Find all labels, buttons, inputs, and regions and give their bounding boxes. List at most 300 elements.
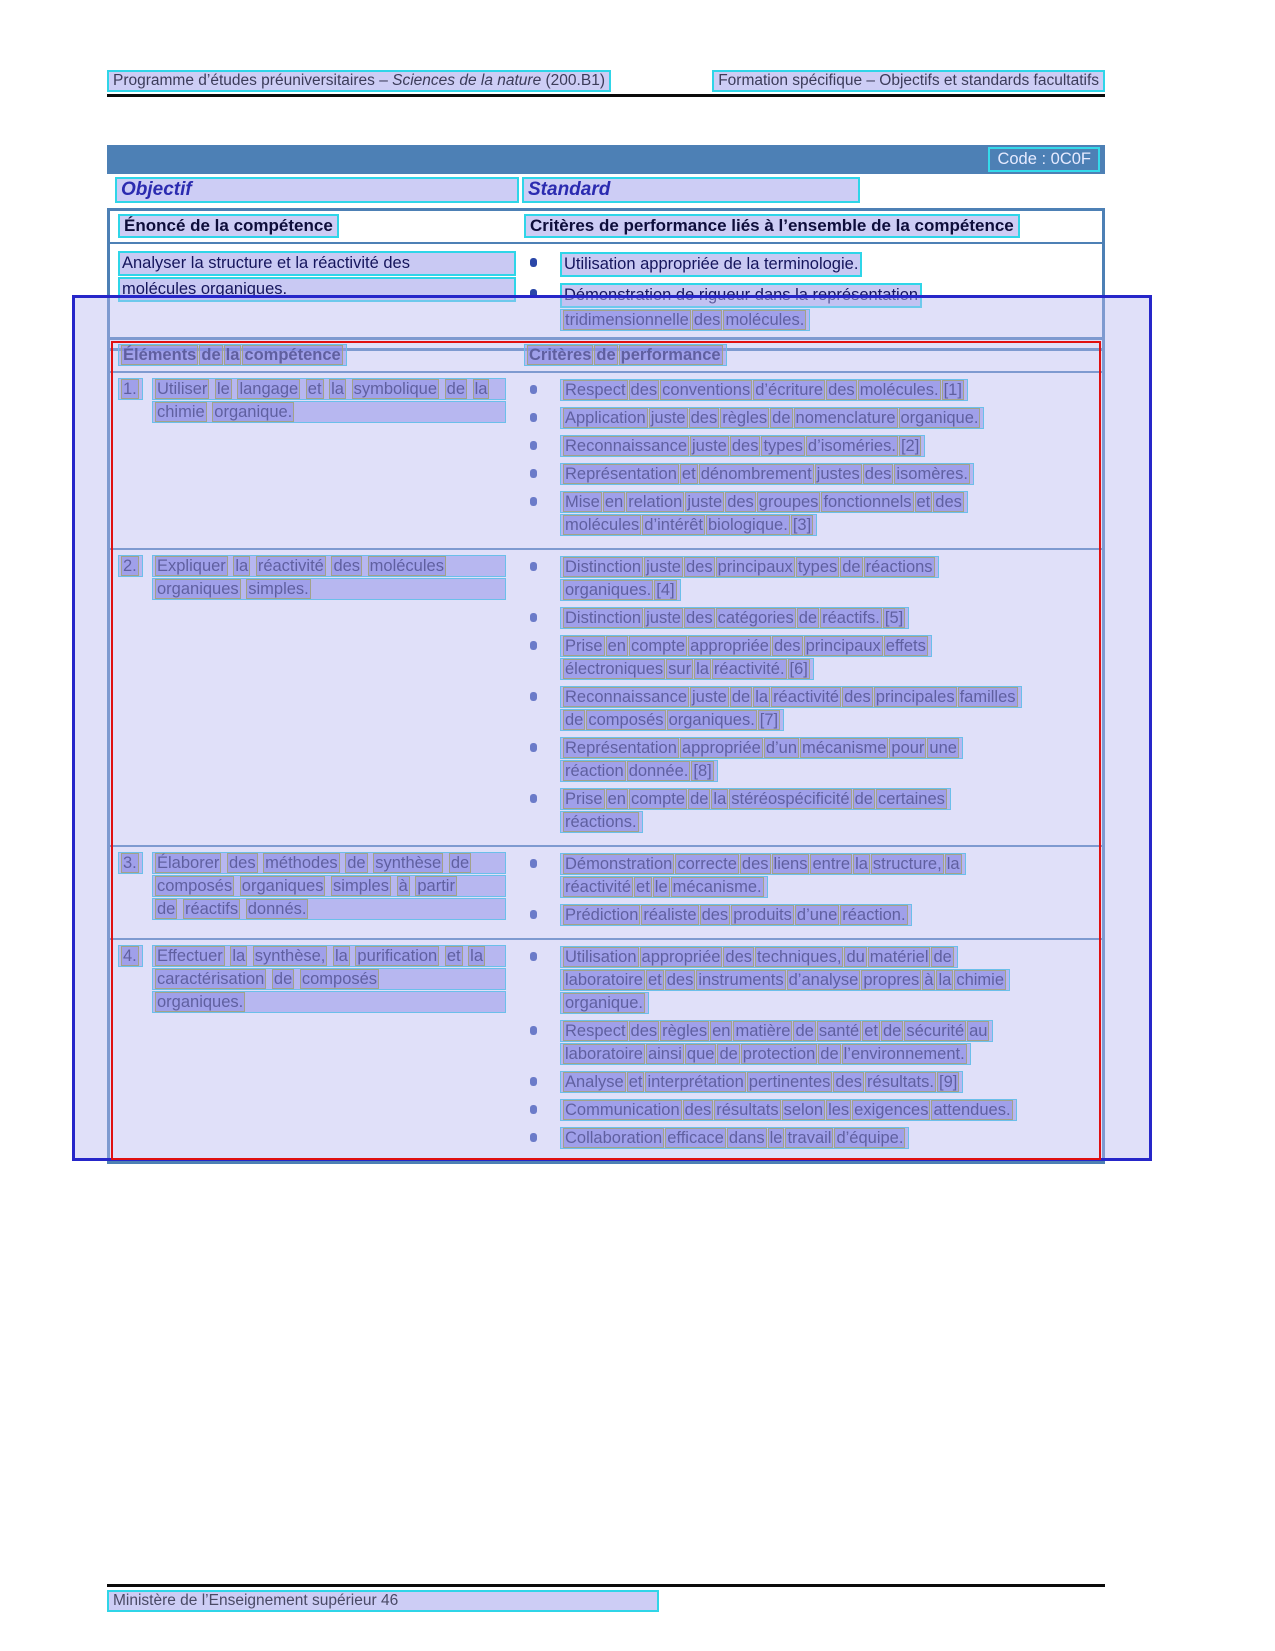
word-highlight-box: dénombrement: [700, 465, 812, 483]
text-line: [560, 904, 912, 926]
word-highlight-box: réactifs: [184, 900, 239, 918]
criterion-text: [560, 903, 1094, 927]
word-highlight-box: des: [864, 465, 892, 483]
text-line: [560, 556, 939, 578]
word-highlight-box: organiques.: [157, 993, 244, 1011]
criteres-ensemble-header: Critères de performance liés à l’ensemble de la compétence: [524, 214, 1020, 238]
word-highlight-box: organique.: [565, 994, 643, 1012]
word-highlight-box: Respect: [565, 381, 626, 399]
word-highlight-box: la: [225, 346, 240, 364]
enonce-header-cell: [110, 214, 516, 238]
word-highlight-box: d’écriture: [755, 381, 824, 399]
word-highlight-box: Collaboration: [565, 1129, 663, 1147]
word-highlight-box: simples.: [248, 580, 309, 598]
word-highlight-box: la: [696, 660, 709, 678]
bullet-icon: [524, 1126, 560, 1142]
word-highlight-box: chimie: [157, 403, 205, 421]
word-highlight-box: réaliste: [643, 906, 697, 924]
word-highlight-box: le: [769, 1129, 783, 1147]
word-highlight-box: réactions: [865, 558, 933, 576]
bullet-dot: [530, 289, 537, 298]
element-cell: [110, 377, 516, 541]
bullet-dot: [530, 497, 537, 506]
word-highlight-box: molécules: [565, 516, 640, 534]
word-highlight-box: d’analyse: [788, 971, 859, 989]
word-highlight-box: appropriée: [641, 948, 721, 966]
text-line: [152, 898, 506, 920]
word-highlight-box: des: [835, 1073, 863, 1091]
criterion-text: [560, 1070, 1094, 1094]
row-number: [118, 554, 152, 578]
word-highlight-box: réactions.: [565, 813, 637, 831]
text-line: [152, 991, 506, 1013]
element-row: [110, 373, 1102, 550]
word-highlight-box: 3.: [123, 854, 137, 872]
criterion-item: [524, 1070, 1094, 1094]
text-line: [560, 760, 718, 782]
text-line: [560, 407, 984, 429]
word-highlight-box: de: [690, 790, 709, 808]
competence-table-header: [110, 211, 1102, 244]
word-highlight-box: compte: [630, 790, 686, 808]
criterion-item: [524, 282, 1094, 332]
header-left-text: [107, 70, 611, 92]
element-cell: [110, 851, 516, 931]
word-highlight-box: laboratoire: [565, 1045, 643, 1063]
word-highlight-box: réactivité: [773, 688, 840, 706]
word-highlight-box: de: [731, 688, 751, 706]
bullet-dot: [530, 469, 537, 478]
text-line: [560, 946, 958, 968]
header-left-suffix: (200.B1): [541, 72, 605, 89]
word-highlight-box: structure,: [872, 855, 942, 873]
criterion-item: [524, 852, 1094, 899]
criterion-text: [560, 685, 1094, 732]
word-highlight-box: [3]: [792, 516, 812, 534]
word-highlight-box: des: [630, 1022, 658, 1040]
criterion-item: [524, 1126, 1094, 1150]
word-highlight-box: Élaborer: [157, 854, 220, 872]
word-highlight-box: [1]: [943, 381, 962, 399]
word-highlight-box: de: [347, 854, 366, 872]
word-highlight-box: isomères.: [896, 465, 968, 483]
word-highlight-box: principaux: [805, 637, 881, 655]
word-highlight-box: une: [929, 739, 957, 757]
bullet-dot: [530, 385, 537, 394]
ministry-name: Ministère de l’Enseignement supérieur: [113, 1592, 377, 1609]
word-highlight-box: matériel: [869, 948, 929, 966]
bullet-dot: [530, 1026, 537, 1035]
element-cell: [110, 554, 516, 838]
word-highlight-box: selon: [783, 1101, 824, 1119]
word-highlight-box: [4]: [656, 581, 675, 599]
bullet-icon: [524, 434, 560, 450]
row-number-text: [118, 555, 143, 577]
criteres-ensemble-cell: [516, 250, 1102, 336]
word-highlight-box: Représentation: [565, 465, 677, 483]
criteres-ensemble-header-cell: [516, 214, 1102, 238]
enonce-cell: [110, 250, 516, 336]
header-left-italic: Sciences de la nature: [392, 72, 542, 89]
word-highlight-box: juste: [687, 493, 723, 511]
word-highlight-box: propres: [863, 971, 920, 989]
competence-table: [107, 208, 1105, 351]
bullet-icon: [524, 406, 560, 422]
word-highlight-box: [8]: [693, 762, 712, 780]
criterion-item: [524, 1098, 1094, 1122]
word-highlight-box: organiques.: [668, 711, 755, 729]
word-highlight-box: langage: [239, 380, 299, 398]
word-highlight-box: d’équipe.: [836, 1129, 904, 1147]
word-highlight-box: des: [828, 381, 855, 399]
word-highlight-box: des: [741, 855, 769, 873]
word-highlight-box: juste: [646, 609, 681, 627]
criterion-item: [524, 1019, 1094, 1066]
criterion-item: [524, 945, 1094, 1015]
word-highlight-box: catégories: [717, 609, 794, 627]
bullet-icon: [524, 945, 560, 961]
criterion-text: [560, 282, 1094, 332]
bullet-icon: [524, 1019, 560, 1035]
criterion-item: [524, 251, 1094, 278]
enonce-header: Énoncé de la compétence: [118, 214, 339, 238]
text-line: [560, 635, 932, 657]
word-highlight-box: compte: [630, 637, 686, 655]
text-line: [560, 607, 909, 629]
word-highlight-box: la: [334, 947, 348, 965]
text-line: Utilisation appropriée de la terminologie.: [560, 252, 862, 277]
word-highlight-box: organiques: [157, 580, 239, 598]
bullet-dot: [530, 1133, 537, 1142]
criterion-item: [524, 378, 1094, 402]
header-right-text: Formation spécifique – Objectifs et standards facultatifs: [712, 70, 1105, 92]
word-highlight-box: produits: [733, 906, 792, 924]
word-highlight-box: laboratoire: [565, 971, 643, 989]
text-line: [560, 737, 963, 759]
word-highlight-box: 4.: [123, 947, 137, 965]
text-line: [152, 945, 506, 967]
word-highlight-box: 2.: [123, 557, 137, 575]
word-highlight-box: des: [685, 558, 713, 576]
elements-header: [118, 344, 347, 366]
elements-table: [107, 337, 1105, 1164]
word-highlight-box: chimie: [956, 971, 1005, 989]
text-line: [152, 378, 506, 400]
word-highlight-box: la: [946, 855, 960, 873]
bullet-icon: [524, 903, 560, 919]
word-highlight-box: réactivité: [257, 557, 324, 575]
text-line: [560, 1099, 1017, 1121]
criterion-text: [560, 634, 1094, 681]
word-highlight-box: Effectuer: [157, 947, 223, 965]
text-line: [560, 379, 968, 401]
text-line: [560, 491, 968, 513]
word-highlight-box: ainsi: [647, 1045, 682, 1063]
word-highlight-box: et: [628, 1073, 643, 1091]
word-highlight-box: à: [924, 971, 934, 989]
word-highlight-box: des: [935, 493, 962, 511]
word-highlight-box: correcte: [677, 855, 737, 873]
page-number: 46: [380, 1592, 399, 1609]
criterion-text: [560, 736, 1094, 783]
word-highlight-box: composés: [301, 970, 378, 988]
word-highlight-box: [6]: [789, 660, 808, 678]
bullet-icon: [524, 1098, 560, 1114]
text-line: [152, 401, 506, 423]
word-highlight-box: appropriée: [681, 739, 761, 757]
bullet-icon: [524, 685, 560, 701]
word-highlight-box: en: [607, 637, 626, 655]
word-highlight-box: d’intérêt: [644, 516, 703, 534]
text-line: [560, 992, 649, 1014]
code-badge: Code : 0C0F: [988, 147, 1100, 172]
word-highlight-box: principales: [875, 688, 955, 706]
elements-header-cell: [110, 343, 516, 367]
element-text: [152, 377, 516, 424]
criterion-text: [560, 434, 1094, 458]
text-line: [560, 811, 643, 833]
word-highlight-box: la: [938, 971, 952, 989]
word-highlight-box: relation: [628, 493, 683, 511]
criterion-text: [560, 852, 1094, 899]
bullet-icon: [524, 736, 560, 752]
word-highlight-box: stéréospécificité: [731, 790, 850, 808]
criterion-text: [560, 462, 1094, 486]
word-highlight-box: molécules.: [859, 381, 939, 399]
bullet-icon: [524, 462, 560, 478]
word-highlight-box: de: [273, 970, 293, 988]
word-highlight-box: de: [450, 854, 470, 872]
word-highlight-box: méthodes: [265, 854, 338, 872]
objectif-title-wrap: [115, 177, 519, 203]
word-highlight-box: principaux: [717, 558, 793, 576]
word-highlight-box: simples: [333, 877, 389, 895]
word-highlight-box: la: [474, 380, 488, 398]
word-highlight-box: symbolique: [353, 380, 438, 398]
word-highlight-box: Éléments: [123, 346, 197, 364]
word-highlight-box: interprétation: [647, 1073, 744, 1091]
enonce-text: [118, 251, 516, 302]
word-highlight-box: familles: [959, 688, 1016, 706]
criterion-text: [560, 406, 1094, 430]
word-highlight-box: des: [727, 493, 754, 511]
word-highlight-box: réactivité.: [713, 660, 785, 678]
criterion-item: [524, 406, 1094, 430]
standard-title-wrap: [522, 177, 860, 203]
word-highlight-box: des: [844, 688, 871, 706]
word-highlight-box: groupes: [758, 493, 819, 511]
word-highlight-box: appropriée: [690, 637, 769, 655]
criteria-cell: [516, 554, 1102, 838]
word-highlight-box: et: [307, 380, 322, 398]
section-titles-row: [107, 177, 1105, 207]
row-number-text: [118, 378, 143, 400]
word-highlight-box: liens: [773, 855, 808, 873]
word-highlight-box: [7]: [759, 711, 779, 729]
word-highlight-box: les: [828, 1101, 850, 1119]
word-highlight-box: Prédiction: [565, 906, 639, 924]
word-highlight-box: Représentation: [565, 739, 677, 757]
objectif-title: Objectif: [115, 177, 519, 203]
text-line: [152, 852, 506, 874]
word-highlight-box: Démonstration: [565, 855, 673, 873]
criterion-item: [524, 555, 1094, 602]
criterion-item: [524, 434, 1094, 458]
word-highlight-box: de: [565, 711, 584, 729]
bullet-icon: [524, 282, 560, 298]
criterion-text: [560, 1098, 1094, 1122]
word-highlight-box: Mise: [565, 493, 600, 511]
word-highlight-box: résultats: [716, 1101, 779, 1119]
word-highlight-box: du: [846, 948, 865, 966]
word-highlight-box: Application: [565, 409, 646, 427]
word-highlight-box: Distinction: [565, 609, 642, 627]
bullet-dot: [530, 258, 537, 267]
word-highlight-box: purification: [357, 947, 438, 965]
element-row: [110, 550, 1102, 847]
text-line: molécules organiques.: [118, 277, 516, 302]
bullet-icon: [524, 378, 560, 394]
word-highlight-box: organique.: [900, 409, 979, 427]
bullet-dot: [530, 743, 537, 752]
bullet-icon: [524, 606, 560, 622]
word-highlight-box: des: [228, 854, 256, 872]
word-highlight-box: à: [398, 877, 408, 895]
word-highlight-box: règles: [662, 1022, 708, 1040]
word-highlight-box: Prise: [565, 790, 603, 808]
word-highlight-box: Utiliser: [157, 380, 208, 398]
text-line: [560, 853, 966, 875]
text-line: [152, 555, 506, 577]
word-highlight-box: règles: [722, 409, 768, 427]
text-line: [560, 435, 925, 457]
word-highlight-box: santé: [818, 1022, 860, 1040]
word-highlight-box: donnés.: [247, 900, 307, 918]
word-highlight-box: de: [882, 1022, 902, 1040]
text-line: [560, 579, 681, 601]
word-highlight-box: de: [854, 790, 873, 808]
text-line: [560, 658, 814, 680]
word-highlight-box: des: [773, 637, 801, 655]
word-highlight-box: juste: [692, 437, 727, 455]
word-highlight-box: organique.: [214, 403, 293, 421]
word-highlight-box: des: [333, 557, 361, 575]
word-highlight-box: juste: [692, 688, 727, 706]
word-highlight-box: en: [712, 1022, 731, 1040]
row-number: [118, 851, 152, 875]
row-number-text: [118, 945, 143, 967]
criterion-item: [524, 462, 1094, 486]
word-highlight-box: compétence: [244, 346, 341, 364]
word-highlight-box: réaction: [565, 762, 624, 780]
criteria-cell: [516, 851, 1102, 931]
word-highlight-box: en: [604, 493, 624, 511]
word-highlight-box: [5]: [884, 609, 904, 627]
criterion-item: [524, 903, 1094, 927]
bullet-dot: [530, 613, 537, 622]
word-highlight-box: justes: [816, 465, 860, 483]
word-highlight-box: synthèse,: [254, 947, 326, 965]
word-highlight-box: de: [157, 900, 176, 918]
word-highlight-box: techniques,: [757, 948, 842, 966]
word-highlight-box: molécules.: [725, 311, 805, 329]
criterion-text: [560, 490, 1094, 537]
word-highlight-box: la: [235, 557, 249, 575]
word-highlight-box: et: [647, 971, 662, 989]
word-highlight-box: 1.: [123, 380, 137, 398]
text-line: [560, 788, 951, 810]
word-highlight-box: composés: [157, 877, 233, 895]
text-line: Démonstration de rigueur dans la représentation: [560, 283, 922, 308]
text-line: [560, 1043, 971, 1065]
word-highlight-box: Reconnaissance: [565, 688, 687, 706]
text-line: Analyser la structure et la réactivité des: [118, 251, 516, 276]
text-line: [560, 1071, 963, 1093]
criterion-item: [524, 685, 1094, 732]
criteres-header-cell: [516, 343, 1102, 367]
word-highlight-box: la: [232, 947, 246, 965]
word-highlight-box: et: [446, 947, 461, 965]
header-left-prefix: Programme d’études préuniversitaires –: [113, 72, 393, 89]
word-highlight-box: effets: [885, 637, 926, 655]
element-text: [152, 554, 516, 601]
word-highlight-box: tridimensionnelle: [565, 311, 689, 329]
word-highlight-box: et: [636, 878, 650, 896]
word-highlight-box: Distinction: [565, 558, 642, 576]
word-highlight-box: en: [607, 790, 626, 808]
word-highlight-box: certaines: [877, 790, 945, 808]
row-number: [118, 944, 152, 968]
standard-title: Standard: [522, 177, 860, 203]
bullet-icon: [524, 1070, 560, 1086]
word-highlight-box: la: [713, 790, 727, 808]
criterion-text: [560, 1019, 1094, 1066]
word-highlight-box: sécurité: [906, 1022, 965, 1040]
word-highlight-box: instruments: [698, 971, 784, 989]
bullet-icon: [524, 555, 560, 571]
word-highlight-box: le: [654, 878, 668, 896]
word-highlight-box: le: [217, 380, 230, 398]
bullet-icon: [524, 634, 560, 650]
word-highlight-box: et: [681, 465, 696, 483]
word-highlight-box: composés: [588, 711, 664, 729]
element-row: [110, 940, 1102, 1161]
word-highlight-box: conventions: [662, 381, 751, 399]
bullet-dot: [530, 952, 537, 961]
criteres-header: [524, 344, 727, 366]
word-highlight-box: de: [795, 1022, 814, 1040]
word-highlight-box: juste: [650, 409, 686, 427]
text-line: [152, 578, 506, 600]
criterion-text: [560, 1126, 1094, 1150]
criterion-item: [524, 787, 1094, 834]
word-highlight-box: sur: [668, 660, 692, 678]
bullet-dot: [530, 794, 537, 803]
text-line: [560, 1127, 909, 1149]
word-highlight-box: Analyse: [565, 1073, 624, 1091]
criterion-item: [524, 736, 1094, 783]
word-highlight-box: de: [933, 948, 952, 966]
word-highlight-box: biologique.: [708, 516, 788, 534]
word-highlight-box: organiques.: [565, 581, 652, 599]
word-highlight-box: dans: [728, 1129, 765, 1147]
word-highlight-box: des: [690, 409, 718, 427]
element-text: [152, 851, 516, 921]
criterion-text: [560, 378, 1094, 402]
criteria-cell: [516, 377, 1102, 541]
footer-rule: [107, 1584, 1105, 1587]
word-highlight-box: caractérisation: [157, 970, 265, 988]
